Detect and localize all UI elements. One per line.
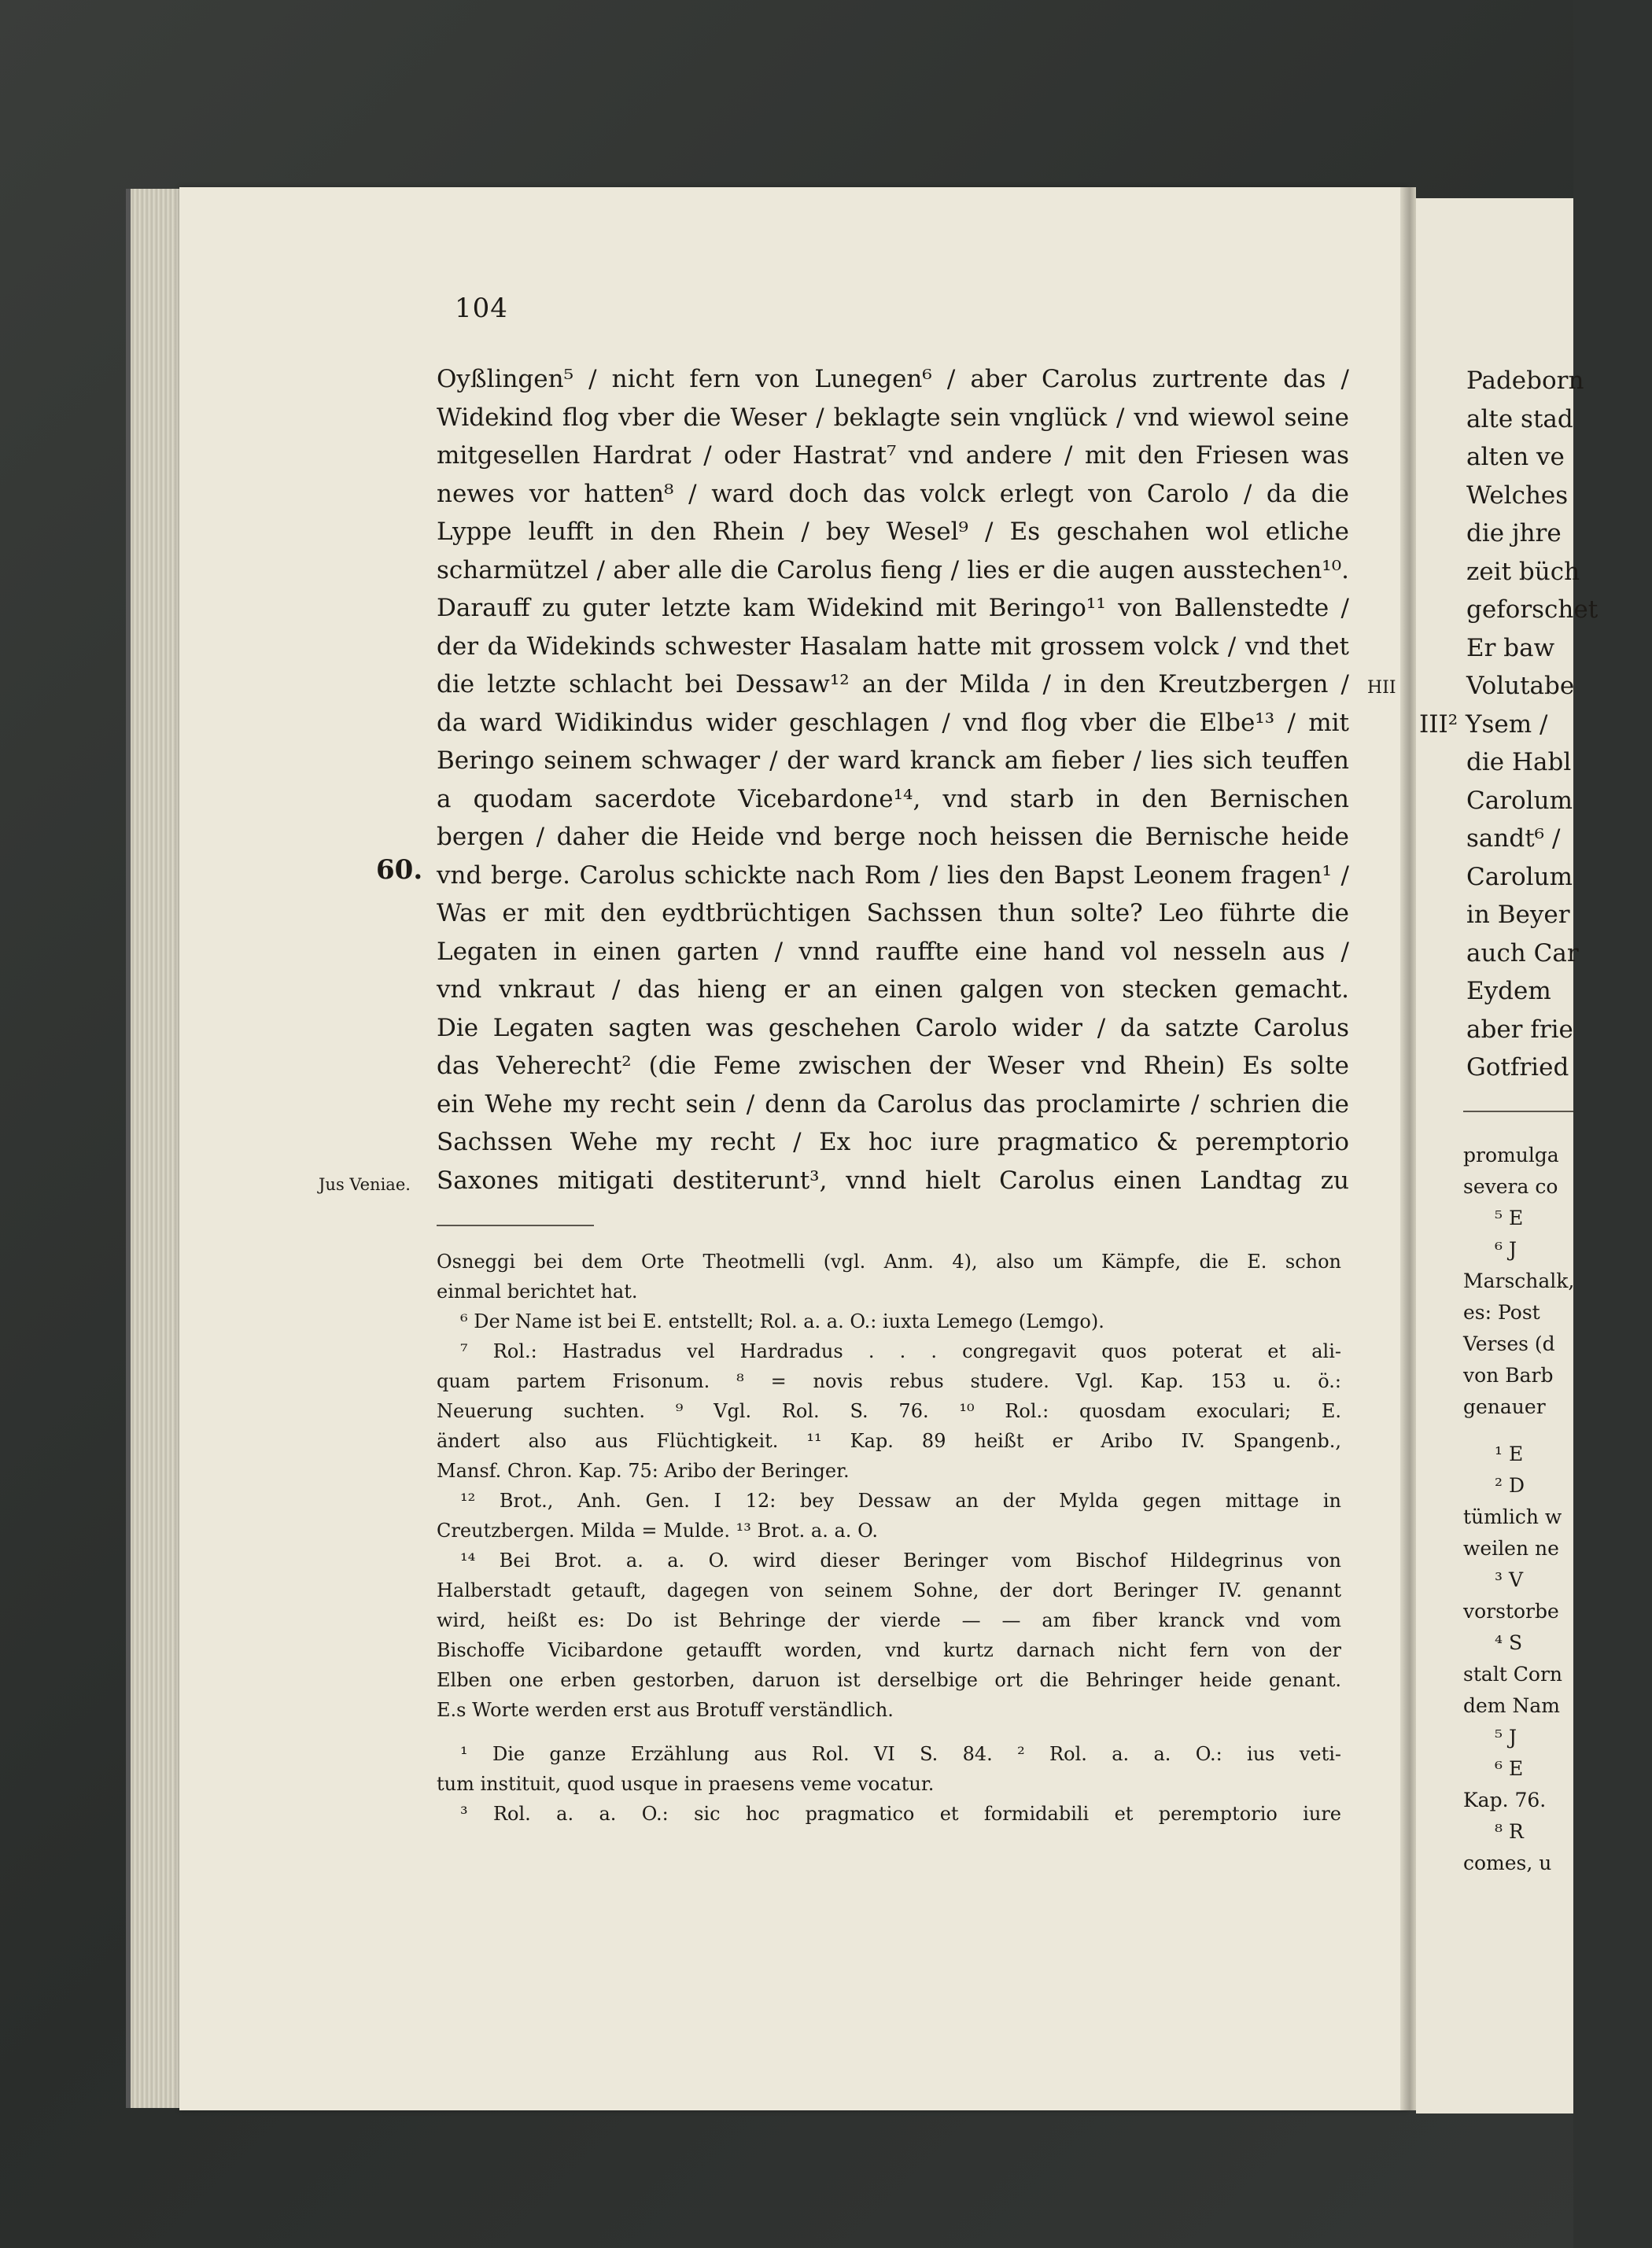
right-text-line: zeit büch [1466,557,1580,586]
text-line: Legaten in einen garten / vnnd rauffte eine hand vol nesseln aus / [437,937,1349,966]
right-note-line: von Barb [1463,1364,1554,1387]
right-text-line: Eydem [1466,977,1551,1005]
right-text-line: Carolum [1466,786,1573,815]
right-text-line: sandt⁶ / [1466,824,1561,853]
margin-section-number: 60. [376,854,423,886]
footnote-line: ¹⁴ Bei Brot. a. a. O. wird dieser Beringer vom Bischof Hildegrinus von [460,1550,1341,1572]
text-line: Sachssen Wehe my recht / Ex hoc iure pragmatico & peremptorio [437,1128,1349,1156]
right-note-line: tümlich w [1463,1505,1562,1528]
right-text-line: Er baw [1466,633,1555,662]
right-text-line: aber frie [1466,1015,1573,1044]
text-line: Lyppe leufft in den Rhein / bey Wesel⁹ / Es geschahen wol etliche [437,518,1349,546]
footnote-line: tum instituit, quod usque in praesens veme vocatur. [437,1773,935,1795]
text-line: Saxones mitigati destiterunt³, vnnd hielt Carolus einen Landtag zu [437,1166,1349,1195]
right-note-line: promulga [1463,1144,1559,1166]
right-note-line: Kap. 76. [1463,1789,1547,1811]
text-line: Oyßlingen⁵ / nicht fern von Lunegen⁶ / aber Carolus zurtrente das / [437,365,1349,393]
right-page-rule [1463,1111,1573,1112]
footnote-line: wird, heißt es: Do ist Behringe der vierde — — am fiber kranck vnd vom [437,1609,1341,1631]
footnote-line: ⁷ Rol.: Hastradus vel Hardradus . . . congregavit quos poterat et ali- [460,1340,1341,1362]
right-note-line: dem Nam [1463,1694,1560,1717]
footnote-line: E.s Worte werden erst aus Brotuff verständlich. [437,1699,894,1721]
margin-note-jus-veniae: Jus Veniae. [319,1175,411,1194]
text-line: mitgesellen Hardrat / oder Hastrat⁷ vnd andere / mit den Friesen was [437,441,1349,470]
book-gutter [1400,187,1416,2110]
right-text-line: geforschet [1466,595,1599,624]
footnote-line: quam partem Frisonum. ⁸ = novis rebus studere. Vgl. Kap. 153 u. ö.: [437,1370,1341,1392]
right-text-line: alte stad [1466,404,1573,433]
footnote-line: Elben one erben gestorben, daruon ist derselbige ort die Behringer heide genant. [437,1669,1341,1691]
text-line: newes vor hatten⁸ / ward doch das volck erlegt von Carolo / da die [437,479,1349,508]
text-line: Darauff zu guter letzte kam Widekind mit Beringo¹¹ von Ballenstedte / [437,594,1349,622]
text-line: bergen / daher die Heide vnd berge noch heissen die Bernische heide [437,823,1349,851]
right-note-line: genauer [1463,1395,1546,1418]
right-note-line: severa co [1463,1175,1558,1198]
right-text-line: die jhre [1466,519,1562,547]
text-line: Was er mit den eydtbrüchtigen Sachssen thun solte? Leo führte die [437,899,1349,927]
right-text-line: Padeborn [1466,367,1584,395]
right-note-line: weilen ne [1463,1537,1559,1560]
right-text-line: in Beyer [1466,901,1570,929]
footnote-line: Bischoffe Vicibardone getaufft worden, vnd kurtz darnach nicht fern von der [437,1639,1341,1661]
footnote-line: Halberstadt getauft, dagegen von seinem Sohne, der dort Beringer IV. genannt [437,1579,1341,1601]
footnote-line: ¹ Die ganze Erzählung aus Rol. VI S. 84. ² Rol. a. a. O.: ius veti- [460,1743,1341,1765]
footnote-line: Neuerung suchten. ⁹ Vgl. Rol. S. 76. ¹⁰ Rol.: quosdam exoculari; E. [437,1400,1341,1422]
footnote-rule [437,1225,594,1226]
text-line: das Veherecht² (die Feme zwischen der Weser vnd Rhein) Es solte [437,1052,1349,1080]
right-note-line: ⁶ J [1495,1238,1517,1261]
right-note-line: ³ V [1495,1568,1524,1591]
page-number: 104 [455,293,508,324]
right-note-line: es: Post [1463,1301,1540,1324]
right-text-line: alten ve [1466,443,1565,471]
footnote-line: Osneggi bei dem Orte Theotmelli (vgl. Anm. 4), also um Kämpfe, die E. schon [437,1251,1341,1273]
right-note-line: ² D [1495,1474,1525,1497]
text-line: Beringo seinem schwager / der ward kranck am fieber / lies sich teuffen [437,746,1349,775]
text-line: Widekind flog vber die Weser / beklagte sein vnglück / vnd wiewol seine [437,403,1349,432]
footnote-line: ⁶ Der Name ist bei E. entstellt; Rol. a. a. O.: iuxta Lemego (Lemgo). [460,1310,1104,1332]
footnote-line: ³ Rol. a. a. O.: sic hoc pragmatico et formidabili et peremptorio iure [460,1803,1341,1825]
margin-note-h2: HII [1367,678,1396,698]
footnote-line: einmal berichtet hat. [437,1281,638,1303]
text-line: Die Legaten sagten was geschehen Carolo wider / da satzte Carolus [437,1013,1349,1042]
footnote-line: Creutzbergen. Milda = Mulde. ¹³ Brot. a. a. O. [437,1520,878,1542]
right-text-line: Carolum [1466,862,1573,891]
right-note-line: ⁵ E [1495,1207,1524,1229]
text-line: scharmützel / aber alle die Carolus fieng / lies er die augen ausstechen¹⁰. [437,555,1349,584]
footnote-line: ¹² Brot., Anh. Gen. I 12: bey Dessaw an der Mylda gegen mittage in [460,1490,1341,1512]
right-note-line: ⁵ J [1495,1726,1517,1749]
footnote-line: ändert also aus Flüchtigkeit. ¹¹ Kap. 89 heißt er Aribo IV. Spangenb., [437,1430,1341,1452]
right-note-line: comes, u [1463,1852,1552,1874]
right-text-line: Welches [1466,481,1569,510]
right-text-line: Gotfried [1466,1053,1569,1082]
right-text-line: auch Car [1466,938,1579,967]
text-line: die letzte schlacht bei Dessaw¹² an der Milda / in den Kreutzbergen / [437,670,1349,698]
text-line: a quodam sacerdote Vicebardone¹⁴, vnd starb in den Bernischen [437,784,1349,813]
right-text-line: Volutabe [1466,672,1575,700]
right-note-line: ¹ E [1495,1443,1524,1465]
right-note-line: ⁶ E [1495,1757,1524,1780]
text-line: der da Widekinds schwester Hasalam hatte mit grossem volck / vnd thet [437,632,1349,661]
right-text-line: III² Ysem / [1419,709,1548,739]
text-line: da ward Widikindus wider geschlagen / vnd flog vber die Elbe¹³ / mit [437,708,1349,737]
footnote-line: Mansf. Chron. Kap. 75: Aribo der Beringer. [437,1460,850,1482]
right-note-line: Marschalk, [1463,1270,1575,1292]
text-line: vnd vnkraut / das hieng er an einen galgen von stecken gemacht. [437,975,1349,1004]
text-line: ein Wehe my recht sein / denn da Carolus das proclamirte / schrien die [437,1089,1349,1118]
right-note-line: ⁴ S [1495,1631,1523,1654]
right-note-line: ⁸ R [1495,1820,1524,1843]
right-note-line: stalt Corn [1463,1663,1563,1686]
right-text-line: die Habl [1466,748,1572,776]
right-note-line: vorstorbe [1463,1600,1559,1623]
right-note-line: Verses (d [1463,1332,1555,1355]
text-line: vnd berge. Carolus schickte nach Rom / lies den Bapst Leonem fragen¹ / [437,861,1349,890]
